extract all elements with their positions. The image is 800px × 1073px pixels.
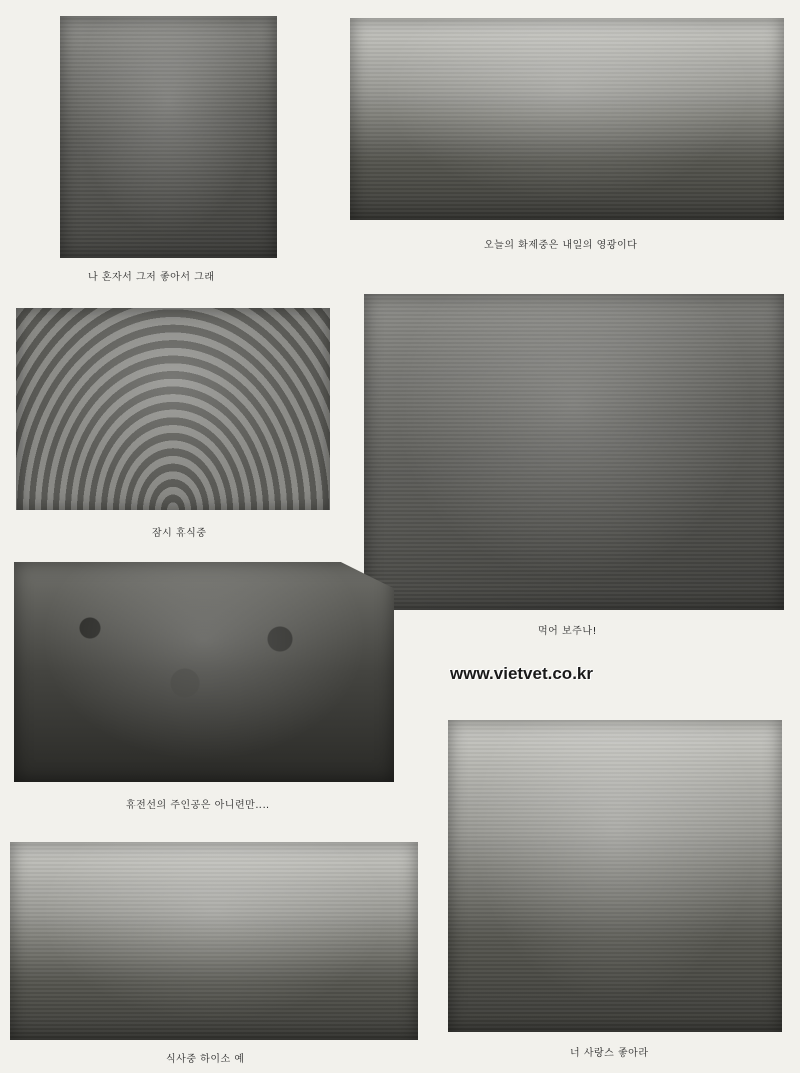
photo-soldiers-eating-at-trench	[10, 842, 418, 1040]
photo-man-eating-on-rocks	[60, 16, 277, 258]
photo-soldiers-seated-group	[350, 18, 784, 220]
photo-soldiers-gathered-laughing	[448, 720, 782, 1032]
caption-photo2: 오늘의 화제중은 내일의 영광이다	[484, 240, 638, 251]
photo-soldiers-eating-hillside	[364, 294, 784, 610]
caption-photo6: 식사중 하이소 예	[166, 1054, 245, 1065]
watermark: www.vietvet.co.kr	[450, 664, 593, 683]
caption-photo3: 잠시 휴식중	[152, 528, 207, 539]
photo-soldiers-sawing-wood	[14, 562, 394, 782]
caption-photo5: 휴전선의 주인공은 아니련만‥‥	[126, 800, 270, 811]
photo-soldiers-resting-in-bunker	[16, 308, 330, 510]
caption-photo4: 먹어 보주나!	[538, 626, 597, 637]
caption-photo1: 나 혼자서 그저 좋아서 그래	[88, 272, 215, 283]
caption-photo7: 너 사랑스 좋아라	[570, 1048, 649, 1059]
